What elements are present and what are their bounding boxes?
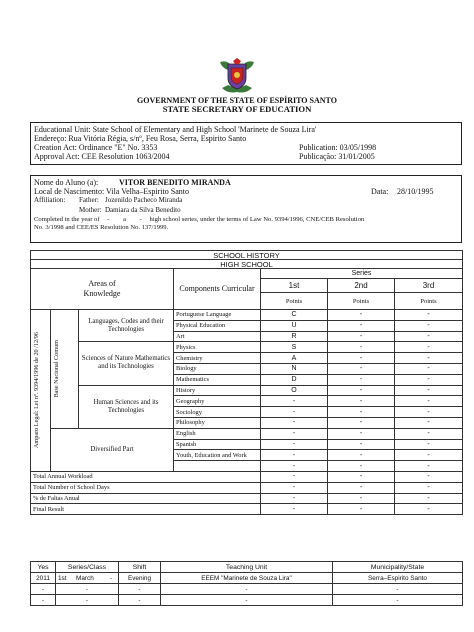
grade-1st: R — [261, 331, 328, 342]
total-s1: - — [261, 493, 328, 504]
grade-3rd: - — [395, 331, 463, 342]
grade-2nd: - — [328, 310, 395, 321]
table-row — [31, 595, 463, 606]
grade-2nd: - — [328, 439, 395, 450]
grade-1st: S — [261, 342, 328, 353]
birthplace: Local de Nascimento: Vila Velha–Espirito Santo — [34, 187, 189, 196]
total-s1: - — [261, 482, 328, 493]
grade-1st: - — [261, 461, 328, 472]
enrollment-header: Yes — [31, 562, 56, 573]
points-label: Points — [261, 293, 328, 310]
father-label: Father: — [79, 196, 99, 204]
grade-2nd: - — [328, 353, 395, 364]
completion-series-value: - — [139, 216, 142, 223]
student-info-box — [30, 175, 462, 243]
grade-1st: - — [261, 407, 328, 418]
points-label: Points — [328, 293, 395, 310]
grade-2nd: - — [328, 342, 395, 353]
completion-statement-2: No. 3/1998 and CEE/ES Resolution No. 137/1999. — [34, 224, 169, 231]
areas-header: Areas of Knowledge — [31, 269, 174, 310]
subject-cell: Philosophy — [174, 417, 261, 428]
total-s2: - — [328, 471, 395, 482]
grade-1st: N — [261, 363, 328, 374]
grade-3rd: - — [395, 310, 463, 321]
subject-cell: English — [174, 428, 261, 439]
subject-cell: Chemistry — [174, 353, 261, 364]
table-row — [31, 504, 463, 515]
grade-3rd: - — [395, 374, 463, 385]
table-row — [31, 269, 463, 279]
grade-1st: - — [261, 450, 328, 461]
subject-cell: Spanish — [174, 439, 261, 450]
subject-cell: Physical Education — [174, 320, 261, 331]
birth-date: 28/10/1995 — [397, 187, 434, 196]
grade-3rd: - — [395, 363, 463, 374]
table-row — [31, 428, 463, 439]
subject-cell: Sociology — [174, 407, 261, 418]
grade-1st: D — [261, 374, 328, 385]
grade-3rd: - — [395, 461, 463, 472]
grade-1st: O — [261, 385, 328, 396]
grade-1st: C — [261, 310, 328, 321]
completion-law-text: high school series, under the terms of Law No. 9394/1996, CNE/CEB Resolution — [149, 216, 365, 223]
components-header: Components Curricular — [174, 269, 261, 310]
area-3: Diversified Part — [51, 428, 174, 471]
subject-cell: Portuguese Language — [174, 310, 261, 321]
subject-cell: History — [174, 385, 261, 396]
publication-date-1: Publication: 03/05/1998 — [299, 143, 377, 152]
enrollment-unit: - — [161, 584, 333, 595]
grade-3rd: - — [395, 342, 463, 353]
legal-basis-text: Amparo Legal: Lei nº. 9394/1996 de 20 /12/96 — [33, 332, 40, 449]
grade-1st: U — [261, 320, 328, 331]
mother-label: Mother: — [79, 206, 102, 214]
enrollment-unit: - — [161, 595, 333, 606]
table-row — [31, 584, 463, 595]
table-row — [31, 493, 463, 504]
series-1-header: 1st — [261, 279, 328, 293]
government-heading: GOVERNMENT OF THE STATE OF ESPÍRITO SANTO — [137, 96, 337, 105]
enrollment-unit: EEEM "Marinete de Souza Lira" — [161, 573, 333, 584]
common-base-cell — [51, 310, 79, 429]
enrollment-year: 2011 — [31, 573, 56, 584]
grade-3rd: - — [395, 407, 463, 418]
grade-1st: - — [261, 428, 328, 439]
enrollment-series-class — [56, 573, 119, 584]
grade-2nd: - — [328, 374, 395, 385]
enrollment-shift: - — [119, 595, 161, 606]
enrollment-class: March — [76, 575, 94, 582]
series-2-header: 2nd — [328, 279, 395, 293]
total-s3: - — [395, 482, 463, 493]
enrollment-header: Teaching Unit — [161, 562, 333, 573]
subject-cell: Mathematics — [174, 374, 261, 385]
total-s2: - — [328, 493, 395, 504]
student-name: VITOR BENEDITO MIRANDA — [119, 178, 231, 187]
table-row — [31, 573, 463, 584]
subject-cell: Physics — [174, 342, 261, 353]
enrollment-series: 1st — [58, 575, 67, 582]
educational-unit: Educational Unit: State School of Elementary and High School 'Marinete de Souza Lira' — [34, 125, 317, 134]
enrollment-shift: Evening — [119, 573, 161, 584]
grade-3rd: - — [395, 428, 463, 439]
enrollment-municipality: - — [333, 595, 463, 606]
grade-2nd: - — [328, 320, 395, 331]
school-address: Endereço: Rua Vitória Régia, s/nº, Feu Rosa, Serra, Espirito Santo — [34, 134, 247, 143]
grade-3rd: - — [395, 353, 463, 364]
approval-act: Approval Act: CEE Resolution 1063/2004 — [34, 152, 170, 161]
enrollment-header: Shift — [119, 562, 161, 573]
enrollment-municipality: Serra–Espirito Santo — [333, 573, 463, 584]
area-1: Sciences of Nature Mathematics and its Technologies — [79, 342, 174, 385]
enrollment-year: - — [31, 584, 56, 595]
total-s2: - — [328, 482, 395, 493]
grade-1st: A — [261, 353, 328, 364]
grade-2nd: - — [328, 396, 395, 407]
total-s2: - — [328, 504, 395, 515]
student-name-label: Nome do Aluno (a): — [34, 178, 99, 187]
series-header: Series — [261, 269, 463, 279]
grade-1st: - — [261, 396, 328, 407]
creation-act: Creation Act: Ordinance "E" No. 3353 — [34, 143, 158, 152]
grade-3rd: - — [395, 396, 463, 407]
enrollment-shift: - — [119, 584, 161, 595]
total-label: Final Result — [31, 504, 261, 515]
table-row — [31, 471, 463, 482]
grade-2nd: - — [328, 450, 395, 461]
common-base-text: Base Nacional Comum — [53, 340, 60, 398]
total-s3: - — [395, 493, 463, 504]
total-s1: - — [261, 504, 328, 515]
enrollment-year: - — [31, 595, 56, 606]
grade-3rd: - — [395, 450, 463, 461]
points-label: Points — [395, 293, 463, 310]
enrollment-header: Municipality/State — [333, 562, 463, 573]
table-row — [31, 482, 463, 493]
table-row — [31, 562, 463, 573]
school-info-box — [30, 122, 462, 165]
grade-3rd: - — [395, 320, 463, 331]
total-s3: - — [395, 504, 463, 515]
table-row — [31, 310, 463, 321]
enrollment-municipality: - — [333, 584, 463, 595]
completion-year-value: - — [107, 216, 110, 223]
subject-cell: Geography — [174, 396, 261, 407]
grade-1st: - — [261, 439, 328, 450]
grade-2nd: - — [328, 385, 395, 396]
total-label: Total Number of School Days — [31, 482, 261, 493]
completion-year-label: Completed in the year of — [34, 216, 100, 223]
total-label: % de Faltas Anual — [31, 493, 261, 504]
grade-3rd: - — [395, 439, 463, 450]
total-label: Total Annual Workload — [31, 471, 261, 482]
total-s3: - — [395, 471, 463, 482]
grade-2nd: - — [328, 461, 395, 472]
total-s1: - — [261, 471, 328, 482]
enrollment-series-class: - — [56, 595, 119, 606]
subject-cell: Youth, Education and Work — [174, 450, 261, 461]
table-row — [31, 385, 463, 396]
grade-2nd: - — [328, 331, 395, 342]
subject-cell — [174, 461, 261, 472]
grade-2nd: - — [328, 363, 395, 374]
secretary-heading: STATE SECRETARY OF EDUCATION — [162, 104, 312, 114]
enrollment-dash: - — [110, 575, 113, 582]
table-row — [31, 342, 463, 353]
area-0: Languages, Codes and their Technologies — [79, 310, 174, 342]
series-3-header: 3rd — [395, 279, 463, 293]
completion-a: a — [123, 216, 127, 223]
birth-date-label: Data: — [371, 187, 389, 196]
area-2: Human Sciences and its Technologies — [79, 385, 174, 428]
table-row — [31, 251, 463, 260]
history-title: SCHOOL HISTORY — [31, 251, 463, 260]
father-name: Jozenildo Pacheco Miranda — [105, 196, 183, 204]
grade-2nd: - — [328, 407, 395, 418]
history-subtitle: HIGH SCHOOL — [31, 260, 463, 269]
grade-3rd: - — [395, 417, 463, 428]
table-row — [31, 260, 463, 269]
affiliation-label: Affiliation: — [34, 196, 66, 204]
mother-name: Damiara da Silva Benedito — [105, 206, 181, 214]
grade-1st: - — [261, 417, 328, 428]
grade-2nd: - — [328, 417, 395, 428]
enrollment-history-table — [30, 561, 463, 606]
grade-3rd: - — [395, 385, 463, 396]
publication-date-2: Publicação: 31/01/2005 — [299, 152, 375, 161]
enrollment-series-class: - — [56, 584, 119, 595]
subject-cell: Art — [174, 331, 261, 342]
grade-2nd: - — [328, 428, 395, 439]
coat-of-arms-icon — [216, 58, 258, 94]
enrollment-header: Series/Class — [56, 562, 119, 573]
subject-cell: Biology — [174, 363, 261, 374]
school-history-table — [30, 250, 463, 515]
legal-basis-cell — [31, 310, 51, 472]
